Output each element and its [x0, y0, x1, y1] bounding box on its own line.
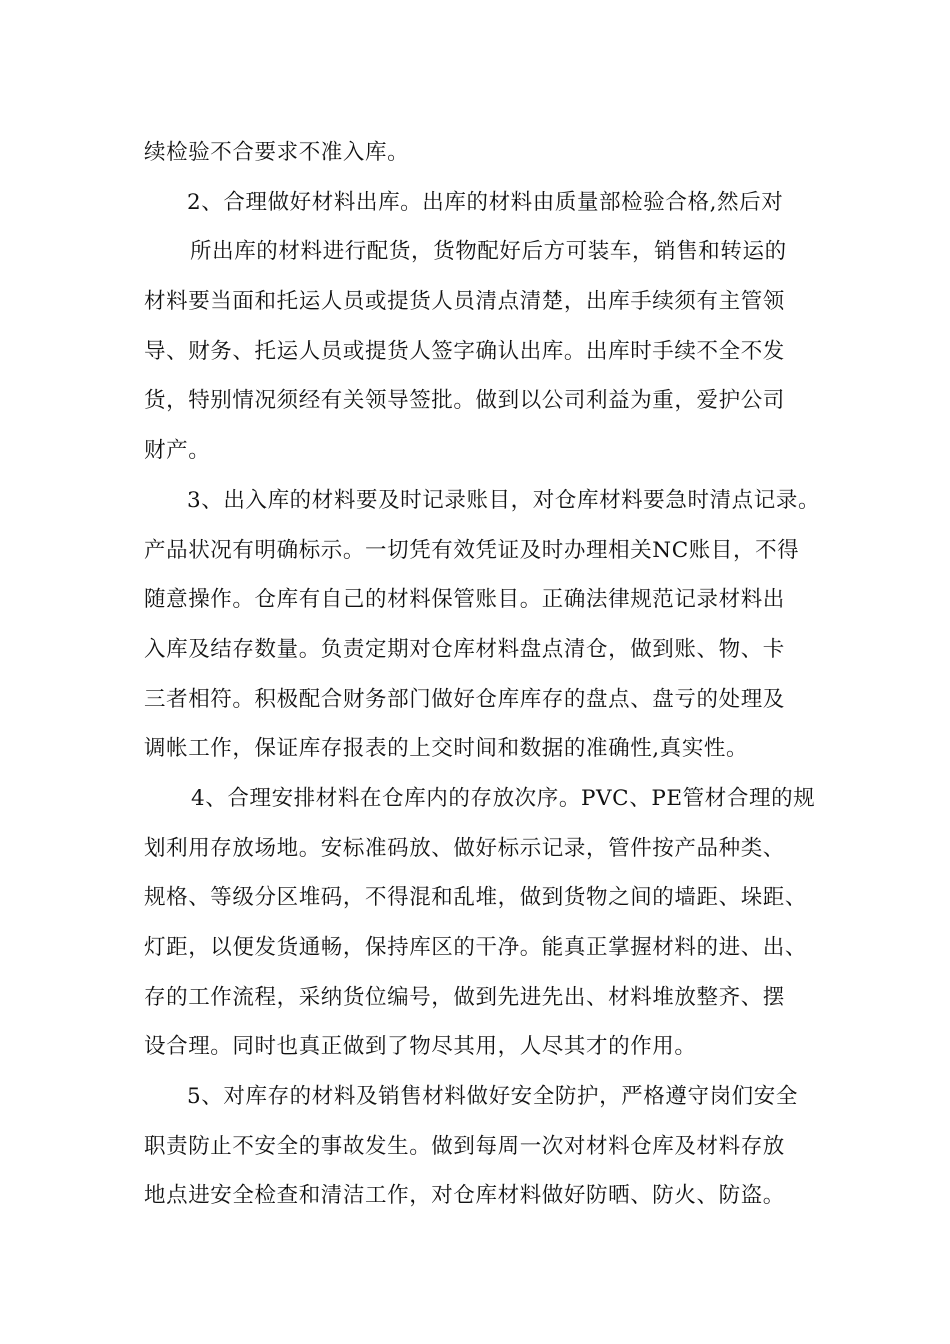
- text-line-22: 地点进安全检查和清洁工作，对仓库材料做好防晒、防火、防盗。: [144, 1183, 785, 1209]
- text-line-8: 3、出入库的材料要及时记录账目，对仓库材料要急时清点记录。: [187, 487, 821, 513]
- text-line-6: 货，特别情况须经有关领导签批。做到以公司利益为重，爱护公司: [144, 388, 785, 414]
- document-body: [144, 128, 824, 1221]
- text-line-19: 设合理。同时也真正做到了物尽其用，人尽其才的作用。: [144, 1034, 697, 1060]
- text-line-21: 职责防止不安全的事故发生。做到每周一次对材料仓库及材料存放: [144, 1133, 785, 1159]
- text-line-2: 2、合理做好材料出库。出库的材料由质量部检验合格,然后对: [187, 189, 784, 215]
- text-line-9: 产品状况有明确标示。一切凭有效凭证及时办理相关NC账目，不得: [144, 537, 800, 563]
- text-line-13: 调帐工作，保证库存报表的上交时间和数据的准确性,真实性。: [144, 736, 749, 762]
- text-line-15: 划利用存放场地。安标准码放、做好标示记录，管件按产品种类、: [144, 835, 785, 861]
- text-line-16: 规格、等级分区堆码，不得混和乱堆，做到货物之间的墙距、垛距、: [144, 885, 808, 911]
- text-line-1: 续检验不合要求不准入库。: [144, 140, 410, 165]
- text-line-14: 4、合理安排材料在仓库内的存放次序。PVC、PE管材合理的规: [191, 785, 816, 811]
- text-line-4: 材料要当面和托运人员或提货人员清点清楚，出库手续须有主管领: [144, 289, 785, 315]
- text-line-7: 财产。: [144, 438, 211, 464]
- text-line-17: 灯距，以便发货通畅，保持库区的干净。能真正掌握材料的进、出、: [144, 935, 808, 960]
- text-line-18: 存的工作流程，采纳货位编号，做到先进先出、材料堆放整齐、摆: [144, 984, 785, 1010]
- text-line-12: 三者相符。积极配合财务部门做好仓库库存的盘点、盘亏的处理及: [144, 686, 785, 712]
- text-line-10: 随意操作。仓库有自己的材料保管账目。正确法律规范记录材料出: [144, 587, 785, 613]
- text-line-3: 所出库的材料进行配货，货物配好后方可装车，销售和转运的: [190, 239, 787, 265]
- text-line-11: 入库及结存数量。负责定期对仓库材料盘点清仓，做到账、物、卡: [144, 636, 785, 662]
- text-line-20: 5、对库存的材料及销售材料做好安全防护，严格遵守岗们安全: [187, 1084, 798, 1110]
- text-line-5: 导、财务、托运人员或提货人签字确认出库。出库时手续不全不发: [144, 338, 785, 364]
